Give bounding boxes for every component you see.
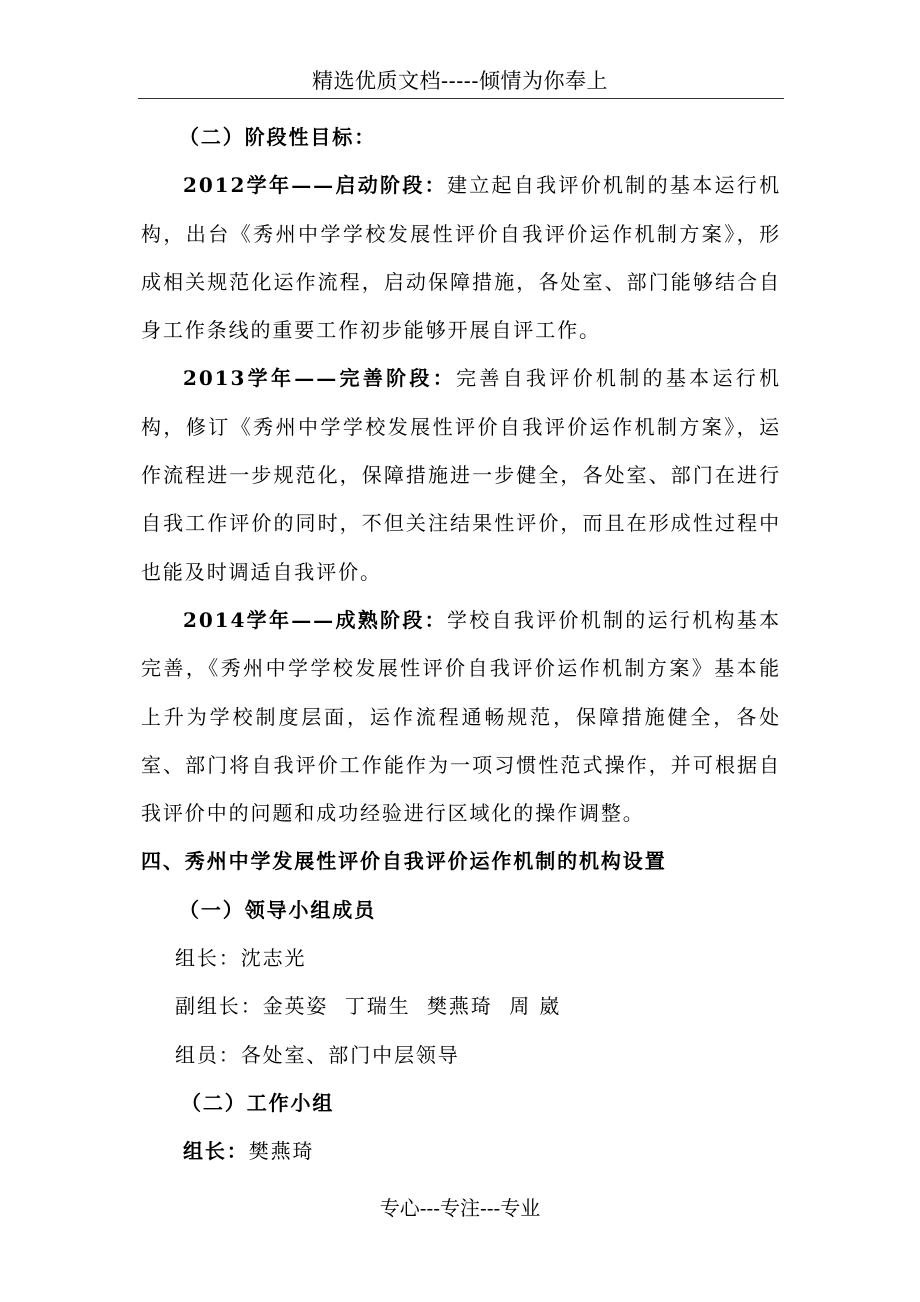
leadership-group-heading: （一）领导小组成员 (179, 897, 377, 922)
working-group-leader-name: 樊燕琦 (248, 1139, 315, 1164)
header-divider (138, 98, 784, 99)
stage-text-2014: 学校自我评价机制的运行机构基本完善，《秀州中学学校发展性评价自我评价运作机制方案》基本能上升为学校制度层面，运作流程通畅规范，保障措施健全，各处室、部门将自我评价工作能作为一项习惯性范式操作，并可根据自我评价中的问题和成功经验进行区域化的操作调整。 (141, 607, 781, 826)
stage-label-2014: 2014学年——成熟阶段： (183, 607, 447, 632)
working-group-leader (141, 1127, 781, 1175)
stage-paragraph-2014 (141, 596, 781, 837)
stage-paragraph-2012 (141, 161, 781, 354)
section-4-heading: 四、秀州中学发展性评价自我评价运作机制的机构设置 (141, 849, 667, 874)
working-group-leader-label: 组长： (183, 1139, 249, 1164)
stage-paragraph-2013 (141, 354, 781, 595)
working-group-heading: （二）工作小组 (181, 1090, 335, 1115)
stage-text-2013: 完善自我评价机制的基本运行机构，修订《秀州中学学校发展性评价自我评价运作机制方案》，运作流程进一步规范化，保障措施进一步健全，各处室、部门在进行自我工作评价的同时，不但关注结果性评价，而且在形成性过程中也能及时调适自我评价。 (141, 366, 781, 584)
leadership-members: 组员：各处室、部门中层领导 (175, 1042, 460, 1067)
stage-goals-heading: （二）阶段性目标： (179, 125, 377, 149)
leadership-deputy: 副组长：金英姿 丁瑞生 樊燕琦 周 崴 (175, 994, 562, 1019)
page-footer: 专心---专注---专业 (379, 1196, 541, 1220)
leadership-leader: 组长：沈志光 (175, 946, 307, 971)
stage-text-2012: 建立起自我评价机制的基本运行机构，出台《秀州中学学校发展性评价自我评价运作机制方案》，形成相关规范化运作流程，启动保障措施，各处室、部门能够结合自身工作条线的重要工作初步能够开展自评工作。 (141, 173, 781, 343)
page-header: 精选优质文档-----倾情为你奉上 (312, 69, 608, 93)
stage-label-2013: 2013学年——完善阶段： (183, 366, 457, 391)
stage-label-2012: 2012学年——启动阶段： (183, 173, 447, 198)
document-body (141, 113, 781, 1176)
